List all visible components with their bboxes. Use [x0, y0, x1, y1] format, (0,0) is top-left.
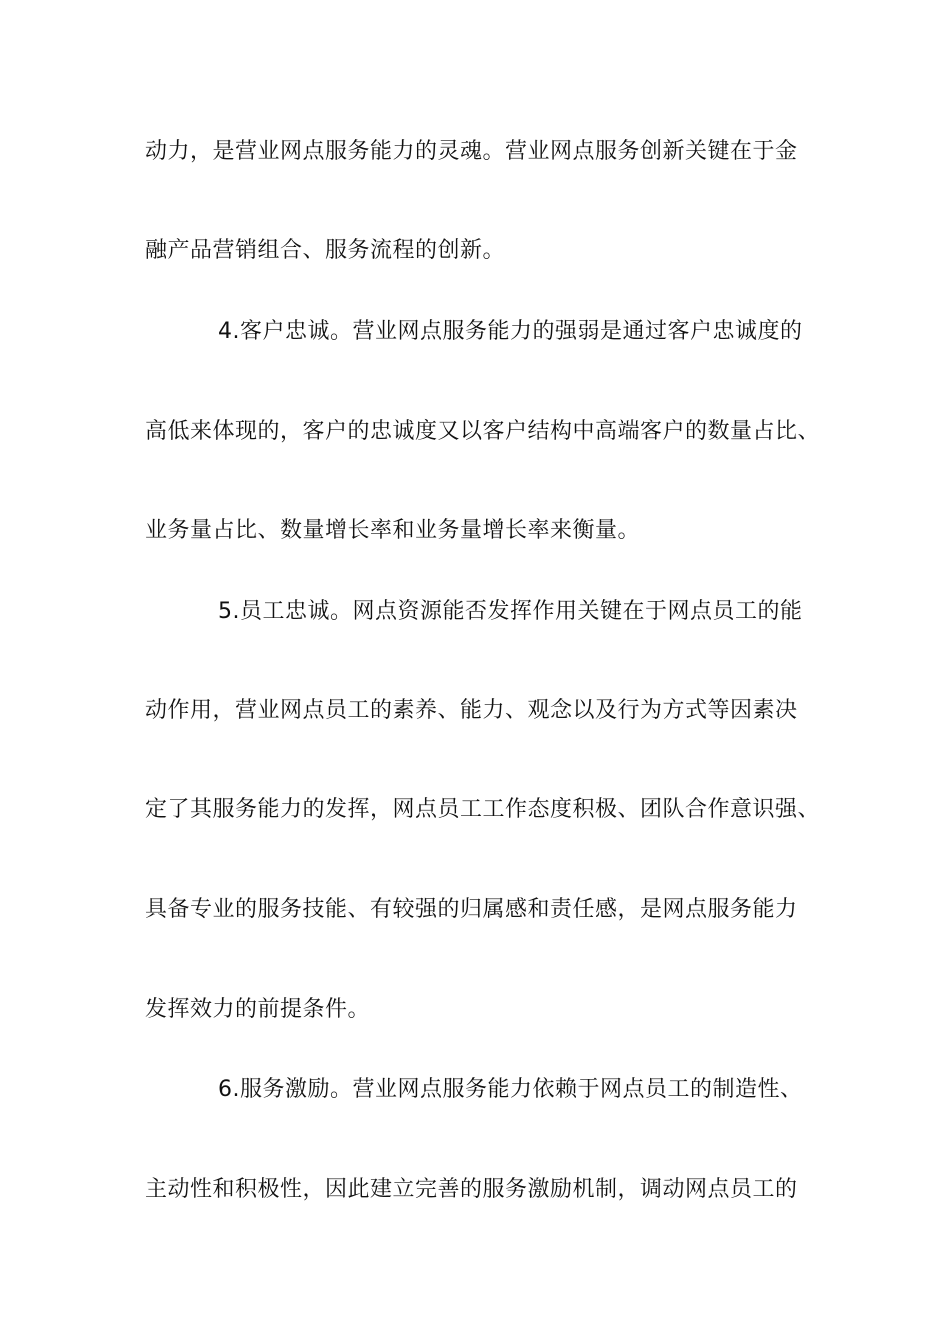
paragraph-heading-employee-loyalty: 5.员工忠诚。网点资源能否发挥作用关键在于网点员工的能 [218, 599, 803, 624]
text-line: 定了其服务能力的发挥，网点员工工作态度积极、团队合作意识强、 [145, 797, 821, 822]
text-line: 高低来体现的，客户的忠诚度又以客户结构中高端客户的数量占比、 [145, 419, 821, 444]
paragraph-heading-customer-loyalty: 4.客户忠诚。营业网点服务能力的强弱是通过客户忠诚度的 [218, 319, 803, 344]
text-line: 融产品营销组合、服务流程的创新。 [145, 238, 506, 263]
text-line: 具备专业的服务技能、有较强的归属感和责任感，是网点服务能力 [145, 897, 798, 922]
paragraph-heading-service-incentive: 6.服务激励。营业网点服务能力依赖于网点员工的制造性、 [218, 1077, 803, 1102]
text-line: 动力，是营业网点服务能力的灵魂。营业网点服务创新关键在于金 [145, 139, 798, 164]
text-line: 发挥效力的前提条件。 [145, 997, 371, 1022]
text-line: 动作用，营业网点员工的素养、能力、观念以及行为方式等因素决 [145, 698, 798, 723]
text-line: 业务量占比、数量增长率和业务量增长率来衡量。 [145, 518, 641, 543]
text-line: 主动性和积极性，因此建立完善的服务激励机制，调动网点员工的 [145, 1177, 798, 1202]
